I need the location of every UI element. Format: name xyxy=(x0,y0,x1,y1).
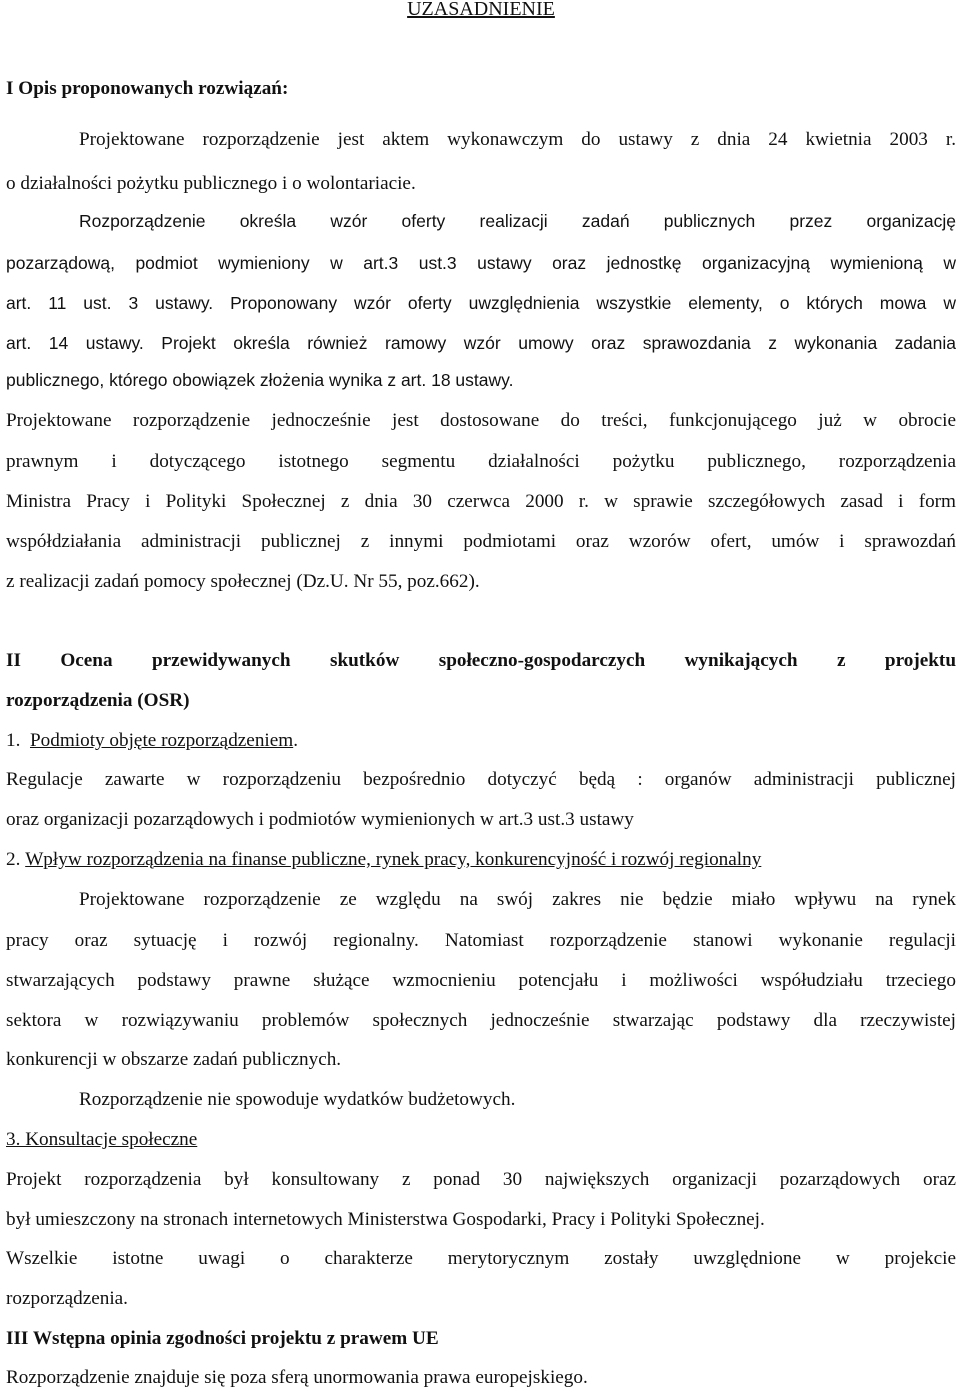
paragraph-line: pracy oraz sytuację i rozwój regionalny. Natomiast rozporządzenie stanowi wykonanie regulacji xyxy=(6,930,956,951)
item-1-number: 1. xyxy=(6,730,21,751)
item-1-period: . xyxy=(293,730,298,751)
section-1-heading: I Opis proponowanych rozwiązań: xyxy=(6,78,289,99)
paragraph-line: art. 14 ustawy. Projekt określa również ramowy wzór umowy oraz sprawozdania z wykonania zadania xyxy=(6,333,956,353)
item-2-title: Wpływ rozporządzenia na finanse publiczne, rynek pracy, konkurencyjność i rozwój regionalny xyxy=(25,849,762,870)
paragraph-line: Projektowane rozporządzenie jednocześnie jest dostosowane do treści, funkcjonującego już w obrocie xyxy=(6,410,956,431)
paragraph-line: oraz organizacji pozarządowych i podmiotów wymienionych w art.3 ust.3 ustawy xyxy=(6,809,634,830)
paragraph-line: Projektowane rozporządzenie jest aktem wykonawczym do ustawy z dnia 24 kwietnia 2003 r. xyxy=(79,129,956,150)
paragraph-line: prawnym i dotyczącego istotnego segmentu działalności pożytku publicznego, rozporządzenia xyxy=(6,451,956,472)
item-3-heading: 3. Konsultacje społeczne xyxy=(6,1129,198,1150)
paragraph-line: współdziałania administracji publicznej z innymi podmiotami oraz wzorów ofert, umów i sprawozdań xyxy=(6,531,956,552)
section-2-heading-continued: rozporządzenia (OSR) xyxy=(6,690,190,711)
item-2-heading xyxy=(6,848,956,872)
paragraph-line: Projekt rozporządzenia był konsultowany z ponad 30 największych organizacji pozarządowych oraz xyxy=(6,1169,956,1190)
paragraph-line: o działalności pożytku publicznego i o wolontariacie. xyxy=(6,173,416,194)
paragraph-line: rozporządzenia. xyxy=(6,1288,128,1309)
paragraph-line: Ministra Pracy i Polityki Społecznej z dnia 30 czerwca 2000 r. w sprawie szczegółowych zasad i form xyxy=(6,491,956,512)
paragraph-line: Rozporządzenie nie spowoduje wydatków budżetowych. xyxy=(79,1089,516,1110)
paragraph-line: Wszelkie istotne uwagi o charakterze merytorycznym zostały uwzględnione w projekcie xyxy=(6,1248,956,1269)
paragraph-line: art. 11 ust. 3 ustawy. Proponowany wzór oferty uwzględnienia wszystkie elementy, o których mowa w xyxy=(6,293,956,313)
paragraph-line: Regulacje zawarte w rozporządzeniu bezpośrednio dotyczyć będą : organów administracji publicznej xyxy=(6,769,956,790)
paragraph-line: konkurencji w obszarze zadań publicznych. xyxy=(6,1049,342,1070)
paragraph-line: był umieszczony na stronach internetowych Ministerstwa Gospodarki, Pracy i Polityki Społecznej. xyxy=(6,1209,765,1230)
paragraph-line: publicznego, którego obowiązek złożenia wynika z art. 18 ustawy. xyxy=(6,370,514,390)
paragraph-line: pozarządową, podmiot wymieniony w art.3 ust.3 ustawy oraz jednostkę organizacyjną wymienioną w xyxy=(6,253,956,273)
paragraph-line: Rozporządzenie określa wzór oferty realizacji zadań publicznych przez organizację xyxy=(79,211,956,231)
section-3-heading: III Wstępna opinia zgodności projektu z prawem UE xyxy=(6,1328,439,1349)
document-title: UZASADNIENIE xyxy=(407,0,555,20)
paragraph-line: Projektowane rozporządzenie ze względu na swój zakres nie będzie miało wpływu na rynek xyxy=(79,889,956,910)
item-1-heading xyxy=(6,729,956,753)
item-1-title: Podmioty objęte rozporządzeniem xyxy=(29,730,294,751)
paragraph-line: sektora w rozwiązywaniu problemów społecznych jednocześnie stwarzając podstawy dla rzeczywistej xyxy=(6,1010,956,1031)
paragraph-line: z realizacji zadań pomocy społecznej (Dz.U. Nr 55, poz.662). xyxy=(6,571,480,592)
section-2-heading: II Ocena przewidywanych skutków społeczno-gospodarczych wynikających z projektu xyxy=(6,650,956,671)
item-2-number: 2. xyxy=(6,849,21,870)
paragraph-line: stwarzających podstawy prawne służące wzmocnieniu potencjału i możliwości współudziału trzeciego xyxy=(6,970,956,991)
paragraph-line: Rozporządzenie znajduje się poza sferą unormowania prawa europejskiego. xyxy=(6,1367,588,1388)
